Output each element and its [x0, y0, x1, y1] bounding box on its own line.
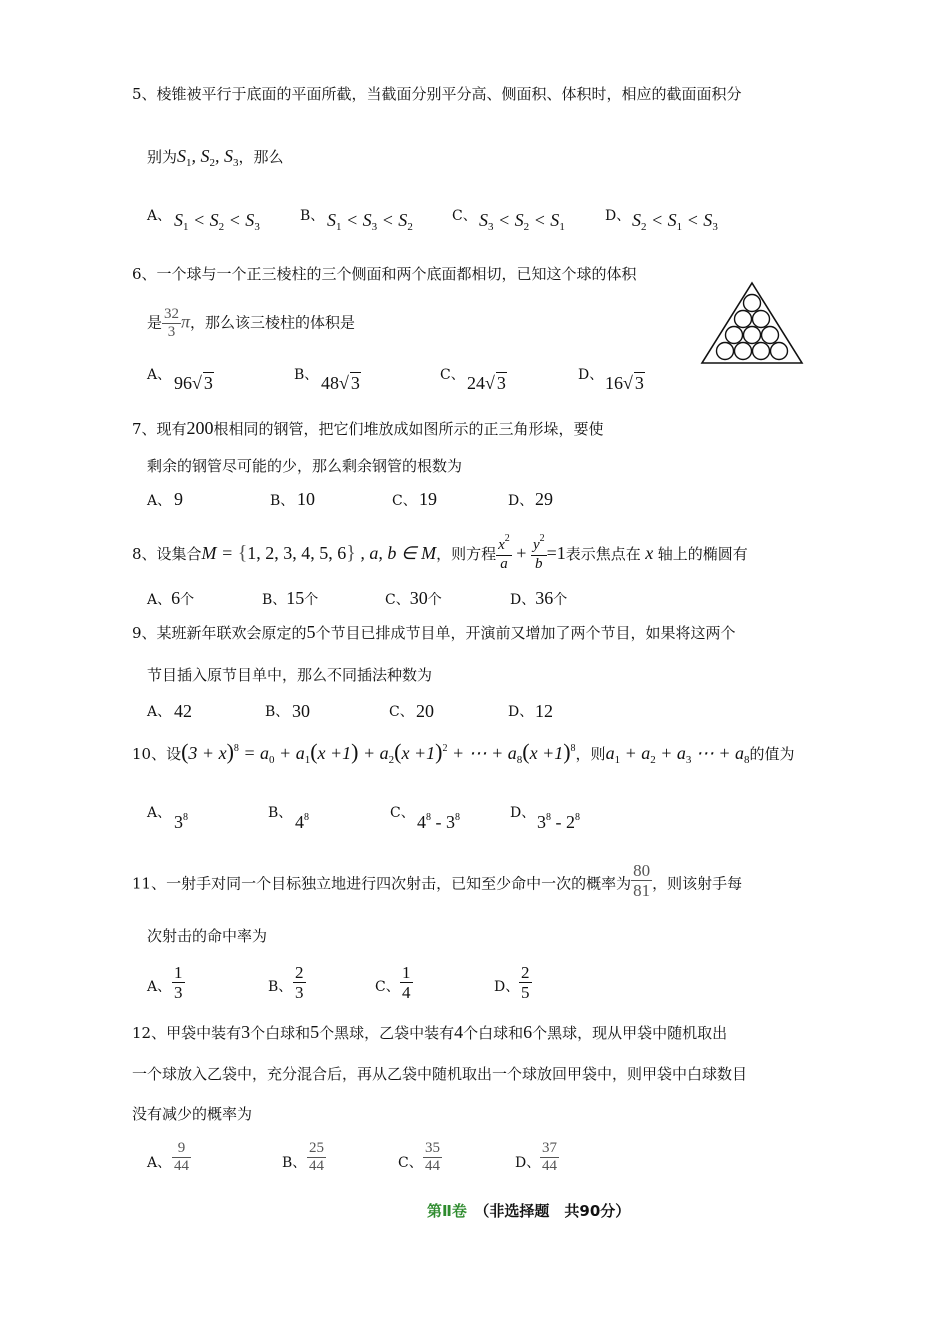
q10-option-a-label: A、 [147, 805, 172, 821]
q12-option-a-label: A、 [147, 1155, 172, 1171]
q11-line1-prefix: 11、一射手对同一个目标独立地进行四次射击，已知至少命中一次的概率为 [132, 874, 632, 893]
q7-line2: 剩余的钢管尽可能的少，那么剩余钢管的根数为 [147, 457, 463, 475]
q5-option-d-label: D、 [605, 208, 631, 224]
q11-line1-suffix: ，则该射手每 [652, 874, 743, 893]
q10-option-c-label: C、 [390, 805, 415, 821]
pipe-circle [726, 327, 743, 344]
q7-option-a-label: A、 [147, 493, 172, 509]
q8-option-d: D、36个 [510, 588, 568, 608]
q8-suffix: 表示焦点在 [565, 545, 641, 563]
q6-option-d-label: D、 [578, 367, 604, 383]
q5-line2 [147, 146, 284, 169]
q9-option-a-value: 42 [174, 701, 192, 721]
q9-line1 [132, 622, 736, 643]
q10-option-d-label: D、 [510, 805, 536, 821]
q6-line2 [147, 306, 355, 341]
pipe-circle [753, 343, 770, 360]
q6-pi-symbol: π [181, 311, 191, 332]
q5-option-c-expr: $S_3 < S_2 < S_1$ [479, 210, 565, 233]
q12-option-c-label: C、 [398, 1155, 423, 1171]
q5-option-d-expr: $S_2 < S_1 < S_3$ [632, 210, 718, 233]
q9-option-c-label: C、 [389, 704, 414, 720]
q8-option-b: B、15个 [262, 588, 319, 608]
q10-option-c-expr: $4^8 - 3^8$ [417, 812, 460, 832]
q10-line1 [132, 739, 795, 767]
q8-line1: 8、设集合M = {1, 2, 3, 4, 5, 6} , a, b ∈ M，则方程 $\frac{x^2}{a}$ + $\frac{y^2}{b}$ =1表示焦点在 x 轴上的椭圆有 [132, 533, 748, 572]
q10-middle: ，则 [575, 745, 606, 763]
q9-count: 5 [306, 622, 316, 642]
q11-line1 [132, 861, 743, 900]
q9-option-b-label: B、 [265, 704, 290, 720]
q11-option-d-fraction: $\frac{2}{5}$ [521, 963, 530, 1002]
pipe-circle [744, 295, 761, 312]
q10-option-d-expr: $3^8 - 2^8$ [537, 812, 580, 832]
q10-option-b-label: B、 [268, 805, 293, 821]
q11-probability-fraction: $\frac{80}{81}$ [633, 861, 651, 900]
q9-line1-prefix: 9、某班新年联欢会原定的 [132, 624, 307, 642]
q8-y-over-b: $\frac{y^2}{b}$ [532, 533, 545, 572]
q7-option-d-label: D、 [508, 493, 534, 509]
q6-option-c-label: C、 [440, 367, 465, 383]
section-heading [427, 1200, 630, 1221]
q8-option-c: C、30个 [385, 588, 442, 608]
q6-option-a-value: 96√ 3 [174, 373, 213, 393]
q8-x-over-a: $\frac{x^2}{a}$ [498, 533, 510, 572]
pipe-circle [717, 343, 734, 360]
pipe-circle [744, 327, 761, 344]
q12-line2: 一个球放入乙袋中，充分混合后，再从乙袋中随机取出一个球放回甲袋中，则甲袋中白球数目 [132, 1065, 748, 1083]
pipe-circle [771, 343, 788, 360]
q7-option-d-value: 29 [535, 489, 553, 509]
q12-line3: 没有减少的概率为 [132, 1105, 253, 1123]
q9-option-a-label: A、 [147, 704, 172, 720]
pipe-circle [735, 311, 752, 328]
q8-set-expr: M = {1, 2, 3, 4, 5, 6} , a, b ∈ M [201, 542, 437, 564]
q9-option-c-value: 20 [416, 701, 434, 721]
section-subtitle: （非选择题 共90分） [481, 1202, 631, 1220]
pipe-circle [753, 311, 770, 328]
q11-option-c-label: C、 [375, 979, 400, 995]
q7-option-b-label: B、 [270, 493, 295, 509]
pipe-circle [735, 343, 752, 360]
q6-option-b-value: 48√ 3 [321, 373, 360, 393]
q5-option-c-label: C、 [452, 208, 477, 224]
q9-line1-suffix: 个节目已排成节目单，开演前又增加了两个节目，如果将这两个 [315, 624, 736, 642]
q6-option-a-label: A、 [147, 367, 172, 383]
q9-option-d-value: 12 [535, 701, 553, 721]
q5-option-b-expr: $S_1 < S_3 < S_2$ [327, 210, 413, 233]
q8-prefix: 8、设集合 [132, 545, 202, 563]
q5-option-a-expr: $S_1 < S_2 < S_3$ [174, 210, 260, 233]
q10-sum-expr: $a_1 + a_2 + a_3$ ⋯ + $a_8$ [605, 743, 750, 766]
q12-option-a-fraction: $\frac{9}{44}$ [174, 1140, 189, 1174]
pipe-stack-figure [700, 281, 804, 365]
q9-line2: 节目插入原节目单中，那么不同插法种数为 [147, 666, 433, 684]
q11-line2: 次射击的命中率为 [147, 927, 268, 945]
q8-option-a: A、6个 [147, 588, 195, 608]
q5-line2-prefix: 别为 [147, 148, 178, 166]
q7-count: 200 [186, 418, 214, 438]
q5-line1: 5、棱锥被平行于底面的平面所截，当截面分别平分高、侧面积、体积时，相应的截面面积分 [132, 85, 742, 103]
q7-option-b-value: 10 [297, 489, 315, 509]
q5-option-b-label: B、 [300, 208, 325, 224]
q11-option-a-fraction: $\frac{1}{3}$ [174, 963, 183, 1002]
q12-line1: 12、甲袋中装有3个白球和5个黑球，乙袋中装有4个白球和6个黑球，现从甲袋中随机取出 [132, 1022, 728, 1042]
q10-expansion-expr: $(3 + x)^8 = a_0 + a_1(x +1) + a_2(x +1)^2$ + ⋯ + $a_8(x +1)^8$ [181, 739, 576, 766]
q7-option-c-value: 19 [419, 489, 437, 509]
q8-middle: ，则方程 [436, 545, 497, 563]
q7-line1-suffix: 根相同的钢管，把它们堆放成如图所示的正三角形垛，要使 [213, 420, 604, 438]
pipe-circle [762, 327, 779, 344]
q12-option-b-label: B、 [282, 1155, 307, 1171]
q12-option-c-fraction: $\frac{35}{44}$ [425, 1140, 440, 1174]
q11-option-b-fraction: $\frac{2}{3}$ [295, 963, 304, 1002]
q11-option-b-label: B、 [268, 979, 293, 995]
q5-line2-suffix: ，那么 [238, 148, 284, 166]
q5-option-a-label: A、 [147, 208, 172, 224]
q7-line1 [132, 418, 604, 439]
q12-option-d-fraction: $\frac{37}{44}$ [542, 1140, 557, 1174]
q11-option-a-label: A、 [147, 979, 172, 995]
q11-option-c-fraction: $\frac{1}{4}$ [402, 963, 411, 1002]
q8-axis-suffix: 轴上的椭圆有 [657, 545, 748, 563]
q6-option-c-value: 24√ 3 [467, 373, 506, 393]
q7-line1-prefix: 7、现有 [132, 420, 187, 438]
q7-option-a-value: 9 [174, 489, 183, 509]
q6-volume-fraction: $\frac{32}{3}$ [164, 306, 180, 340]
q9-option-b-value: 30 [292, 701, 310, 721]
q8-axis-var: x [640, 543, 658, 563]
q6-line2-prefix: 是 [147, 313, 163, 332]
q10-option-a-expr: $3^8$ [174, 812, 188, 832]
q5-areas-symbols: $S_1$, $S_2$, $S_3$ [177, 146, 239, 169]
section-title: 第Ⅱ卷 [427, 1202, 467, 1220]
q12-option-d-label: D、 [515, 1155, 541, 1171]
q6-option-b-label: B、 [294, 367, 319, 383]
q10-option-b-expr: $4^8$ [295, 812, 309, 832]
q11-option-d-label: D、 [494, 979, 520, 995]
q6-line1: 6、一个球与一个正三棱柱的三个侧面和两个底面都相切，已知这个球的体积 [132, 265, 637, 283]
q10-prefix: 10、设 [132, 745, 182, 763]
q9-option-d-label: D、 [508, 704, 534, 720]
q6-line2-suffix: ，那么该三棱柱的体积是 [190, 313, 356, 332]
q12-option-b-fraction: $\frac{25}{44}$ [309, 1140, 324, 1174]
q6-option-d-value: 16√ 3 [605, 373, 644, 393]
q7-option-c-label: C、 [392, 493, 417, 509]
q10-suffix: 的值为 [749, 745, 795, 763]
